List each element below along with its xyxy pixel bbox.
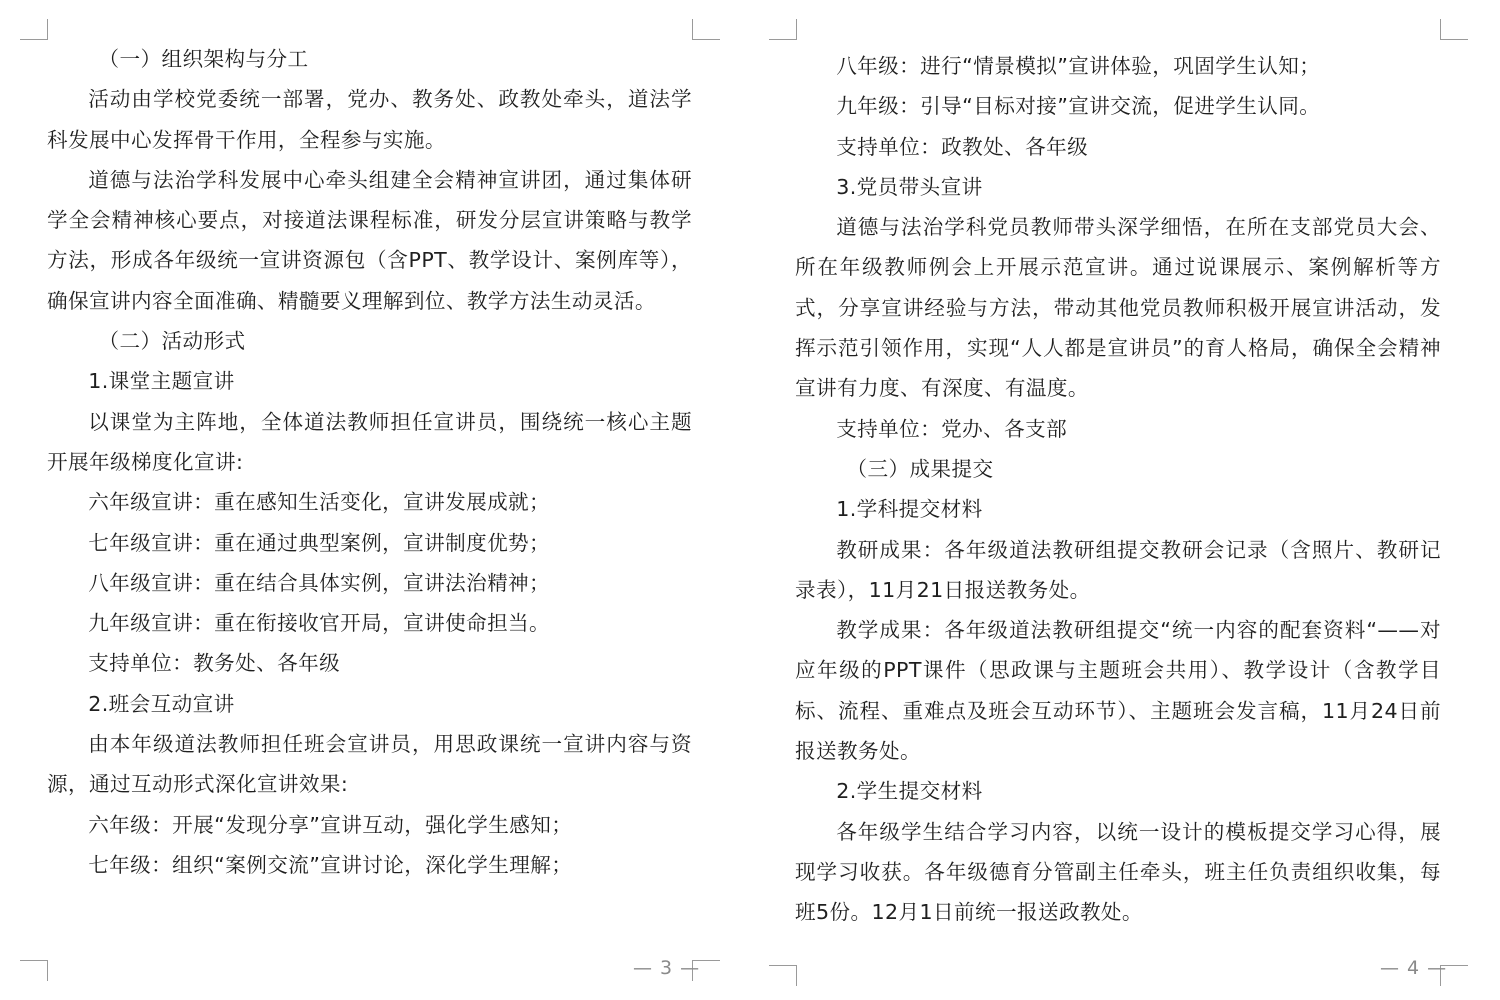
list-item: 九年级宣讲：重在衔接收官开局，宣讲使命担当。	[88, 611, 551, 636]
paragraph: 教研成果：各年级道法教研组提交教研会记录（含照片、教研记录表），11月21日报送教务处。	[795, 537, 1441, 602]
subsection-heading: 1.课堂主题宣讲	[88, 369, 235, 394]
subsection-heading: 1.学科提交材料	[836, 497, 983, 522]
crop-mark-top-left	[769, 19, 797, 40]
paragraph: 道德与法治学科党员教师带头深学细悟，在所在支部党员大会、所在年级教师例会上开展示范宣讲。通过说课展示、案例解析等方式，分享宣讲经验与方法，带动其他党员教师积极开展宣讲活动，发挥示范引领作用，实现“人人都是宣讲员”的育人格局，确保全会精神宣讲有力度、有深度、有温度。	[795, 215, 1441, 401]
section-heading: （二）活动形式	[98, 329, 246, 354]
crop-mark-top-right	[692, 19, 720, 40]
list-item: 八年级：进行“情景模拟”宣讲体验，巩固学生认知；	[836, 54, 1321, 78]
subsection-heading: 2.学生提交材料	[836, 779, 983, 804]
paragraph: 教学成果：各年级道法教研组提交“统一内容的配套资料“——对应年级的PPT课件（思政课与主题班会共用）、教学设计（含教学目标、流程、重难点及班会互动环节）、主题班会发言稿，11月24日前报送教务处。	[795, 618, 1441, 764]
list-item: 九年级：引导“目标对接”宣讲交流，促进学生认同。	[836, 94, 1321, 119]
list-item: 六年级宣讲：重在感知生活变化，宣讲发展成就；	[88, 490, 551, 515]
support-units: 支持单位：政教处、各年级	[836, 134, 1089, 159]
paragraph: 道德与法治学科发展中心牵头组建全会精神宣讲团，通过集体研学全会精神核心要点，对接道法课程标准，研发分层宣讲策略与教学方法，形成各年级统一宣讲资源包（含PPT、教学设计、案例库等），确保宣讲内容全面准确、精髓要义理解到位、教学方法生动灵活。	[47, 167, 692, 313]
list-item: 七年级：组织“案例交流”宣讲讨论，深化学生理解；	[88, 852, 573, 877]
subsection-heading: 3.党员带头宣讲	[836, 174, 983, 199]
crop-mark-top-left	[20, 19, 48, 40]
support-units: 支持单位：教务处、各年级	[88, 651, 341, 676]
section-heading: （一）组织架构与分工	[98, 47, 309, 71]
list-item: 八年级宣讲：重在结合具体实例，宣讲法治精神；	[88, 570, 551, 595]
paragraph: 活动由学校党委统一部署，党办、教务处、政教处牵头，道法学科发展中心发挥骨干作用，全程参与实施。	[47, 87, 692, 152]
crop-mark-bottom-left	[20, 960, 48, 981]
support-units: 支持单位：党办、各支部	[836, 416, 1068, 441]
paragraph: 以课堂为主阵地，全体道法教师担任宣讲员，围绕统一核心主题开展年级梯度化宣讲:	[47, 409, 692, 474]
page-number: — 3 —	[633, 957, 701, 979]
list-item: 七年级宣讲：重在通过典型案例，宣讲制度优势；	[88, 530, 551, 555]
section-heading: （三）成果提交	[846, 456, 994, 481]
crop-mark-top-right	[1440, 19, 1468, 40]
paragraph: 由本年级道法教师担任班会宣讲员，用思政课统一宣讲内容与资源，通过互动形式深化宣讲效果:	[47, 732, 692, 797]
paragraph: 各年级学生结合学习内容，以统一设计的模板提交学习心得，展现学习收获。各年级德育分管副主任牵头，班主任负责组织收集，每班5份。12月1日前统一报送政教处。	[795, 819, 1441, 925]
list-item: 六年级：开展“发现分享”宣讲互动，强化学生感知；	[88, 812, 573, 837]
subsection-heading: 2.班会互动宣讲	[88, 691, 235, 716]
document-page-4	[750, 0, 1500, 1000]
page-number: — 4 —	[1380, 957, 1448, 979]
page-body	[795, 46, 1441, 933]
page-body	[47, 39, 692, 885]
crop-mark-bottom-left	[769, 965, 797, 986]
